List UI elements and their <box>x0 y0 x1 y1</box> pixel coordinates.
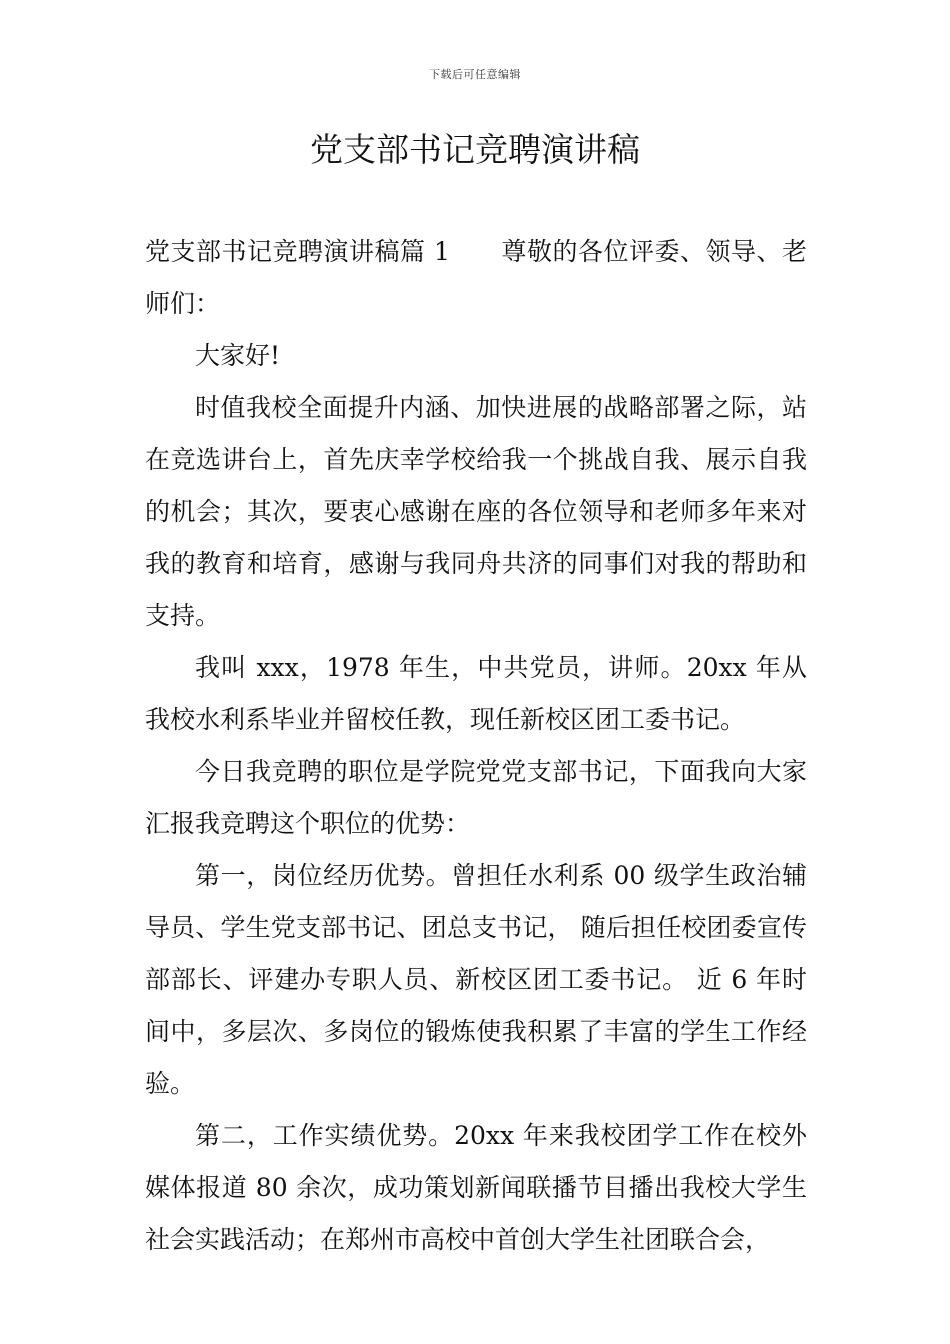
paragraph-self-intro: 我叫 xxx，1978 年生，中共党员，讲师。20xx 年从我校水利系毕业并留校任教，现任新校区团工委书记。 <box>145 653 807 734</box>
header-note: 下载后可任意编辑 <box>429 68 521 81</box>
paragraph-position: 今日我竞聘的职位是学院党党支部书记，下面我向大家汇报我竞聘这个职位的优势： <box>145 757 807 838</box>
paragraph-advantage-two: 第二，工作实绩优势。20xx 年来我校团学工作在校外媒体报道 80 余次，成功策划新闻联播节目播出我校大学生社会实践活动；在郑州市高校中首创大学生社团联合会， <box>145 1121 807 1254</box>
document-title: 党支部书记竞聘演讲稿 <box>310 130 640 169</box>
paragraph-advantage-one: 第一，岗位经历优势。曾担任水利系 00 级学生政治辅导员、学生党支部书记、团总支书记， 随后担任校团委宣传部部长、评建办专职人员、新校区团工委书记。 近 6 年时间中，多层次、多岗位的锻炼使我积累了丰富的学生工作经验。 <box>145 861 807 1098</box>
document-body <box>145 226 807 1266</box>
paragraph-greeting: 大家好! <box>195 341 281 370</box>
paragraph-intro: 党支部书记竞聘演讲稿篇 1 尊敬的各位评委、领导、老师们： <box>145 237 807 318</box>
paragraph-opening: 时值我校全面提升内涵、加快进展的战略部署之际，站在竞选讲台上，首先庆幸学校给我一个挑战自我、展示自我的机会；其次，要衷心感谢在座的各位领导和老师多年来对我的教育和培育，感谢与我同舟共济的同事们对我的帮助和支持。 <box>145 393 807 630</box>
